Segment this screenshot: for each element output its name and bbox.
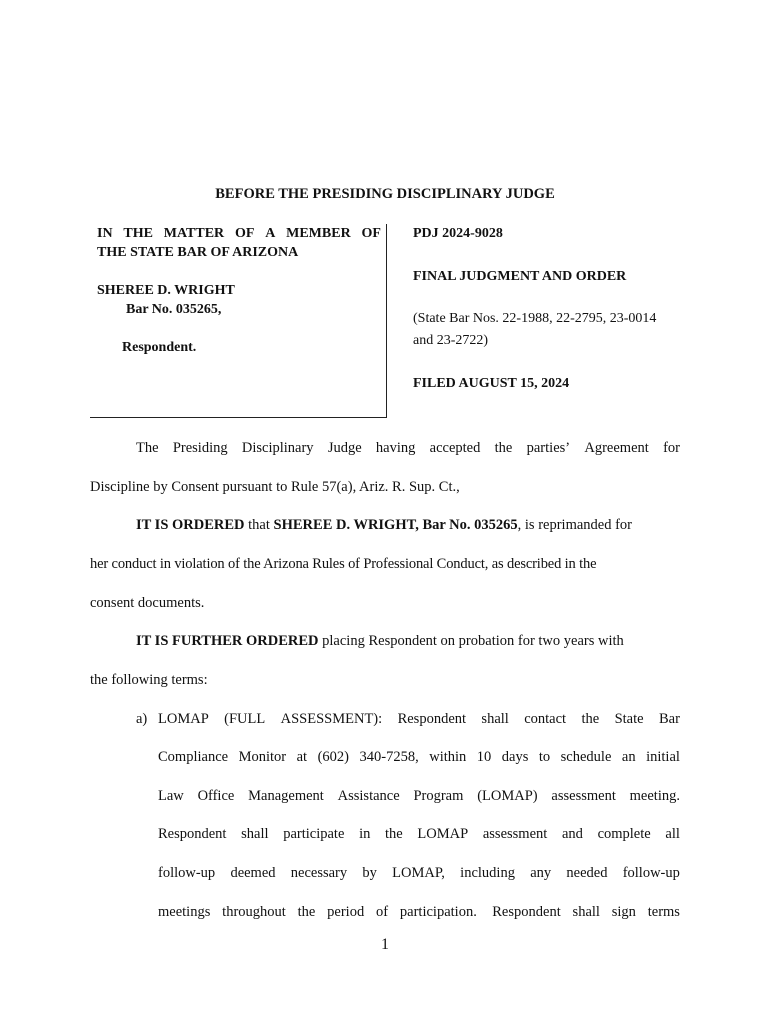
word: Respondent [158, 826, 227, 842]
para1-line2: Discipline by Consent pursuant to Rule 57(a), Ariz. R. Sup. Ct., [90, 479, 460, 495]
word: (FULL [224, 711, 266, 727]
matter-line-1 [97, 224, 381, 243]
item-a-line1 [158, 709, 680, 729]
word: Management [248, 788, 324, 804]
matter-word: THE [123, 226, 153, 241]
item-a-marker: a) [136, 711, 148, 727]
word: LOMAP [158, 711, 209, 727]
word: all [665, 826, 680, 842]
para2-line3: consent documents. [90, 595, 205, 611]
word: Program [413, 788, 464, 804]
word: shall [241, 826, 269, 842]
word: deemed [230, 865, 276, 881]
word: Presiding [172, 440, 228, 456]
word: participation. [399, 904, 477, 920]
word: sign [611, 904, 636, 920]
word: by [362, 865, 377, 881]
case-number: PDJ 2024-9028 [413, 226, 503, 241]
word: Compliance [158, 749, 229, 765]
word: Assistance [337, 788, 400, 804]
respondent-name: SHEREE D. WRIGHT [97, 283, 235, 298]
matter-word: OF [361, 226, 381, 241]
word: necessary [290, 865, 348, 881]
word: assessment [551, 788, 616, 804]
word: at [296, 749, 308, 765]
word: (LOMAP) [477, 788, 538, 804]
word: Law [158, 788, 184, 804]
matter-word: MEMBER [286, 226, 351, 241]
item-a-line2 [158, 747, 680, 767]
word: of [376, 904, 389, 920]
para2-line2: her conduct in violation of the Arizona Rules of Professional Conduct, as described in the [90, 556, 597, 572]
document-title: FINAL JUDGMENT AND ORDER [413, 269, 627, 284]
matter-word: OF [234, 226, 255, 241]
word: within [429, 749, 467, 765]
it-is-ordered: IT IS ORDERED [136, 517, 245, 533]
word: meeting. [629, 788, 680, 804]
matter-line-2: THE STATE BAR OF ARIZONA [97, 245, 299, 260]
text: , is reprimanded for [517, 517, 633, 533]
item-a-line5 [158, 863, 680, 883]
word: Judge [327, 440, 362, 456]
matter-word: IN [97, 226, 113, 241]
word: State [614, 711, 644, 727]
word: (602) [317, 749, 349, 765]
page-number: 1 [381, 936, 389, 953]
word: days [501, 749, 529, 765]
word: participate [283, 826, 345, 842]
caption-horizontal-divider [90, 417, 387, 418]
bar-number: Bar No. 035265, [126, 302, 222, 317]
word: follow-up [158, 865, 216, 881]
word: the [385, 826, 403, 842]
para3-line1 [136, 631, 624, 651]
word: the [297, 904, 316, 920]
word: terms [647, 904, 680, 920]
word: and [561, 826, 583, 842]
it-is-further-ordered: IT IS FURTHER ORDERED [136, 633, 319, 649]
word: Disciplinary [241, 440, 314, 456]
word: complete [597, 826, 651, 842]
word: shall [481, 711, 509, 727]
state-bar-numbers-line-2: and 23-2722) [413, 333, 489, 348]
text: placing Respondent on probation for two years with [318, 633, 624, 649]
caption-vertical-divider [386, 224, 387, 418]
word: accepted [429, 440, 481, 456]
matter-word: A [265, 226, 276, 241]
caption-left-block [97, 224, 381, 357]
word: 10 [476, 749, 492, 765]
word: the [581, 711, 600, 727]
state-bar-numbers-line-1: (State Bar Nos. 22-1988, 22-2795, 23-0014 [413, 311, 657, 326]
item-a-line6 [158, 902, 680, 922]
word: Monitor [238, 749, 287, 765]
para3-line2: the following terms: [90, 672, 208, 688]
word: shall [572, 904, 600, 920]
respondent-name-bar: SHEREE D. WRIGHT, Bar No. 035265 [273, 517, 518, 533]
item-a-line3 [158, 786, 680, 806]
word: Respondent [488, 904, 561, 920]
word: having [375, 440, 416, 456]
word: parties’ [526, 440, 571, 456]
respondent-label: Respondent. [122, 340, 197, 355]
word: Office [197, 788, 235, 804]
word: any [530, 865, 552, 881]
word: needed [566, 865, 608, 881]
filed-date: FILED AUGUST 15, 2024 [413, 376, 570, 391]
word: follow-up [622, 865, 680, 881]
word: period [327, 904, 365, 920]
word: the [494, 440, 513, 456]
item-a-line4 [158, 824, 680, 844]
word: Bar [658, 711, 680, 727]
para2-line1 [136, 515, 680, 535]
court-heading: BEFORE THE PRESIDING DISCIPLINARY JUDGE [215, 186, 555, 202]
word: ASSESSMENT): [280, 711, 383, 727]
word: LOMAP, [392, 865, 445, 881]
word: 340-7258, [359, 749, 419, 765]
word: meetings [158, 904, 211, 920]
word: including [460, 865, 515, 881]
word: Agreement [584, 440, 649, 456]
word: assessment [482, 826, 548, 842]
word: The [136, 440, 159, 456]
word: contact [524, 711, 567, 727]
word: schedule [560, 749, 612, 765]
word: LOMAP [417, 826, 469, 842]
word: for [663, 440, 680, 456]
matter-word: MATTER [163, 226, 225, 241]
word: an [621, 749, 636, 765]
word: in [359, 826, 371, 842]
word: to [538, 749, 551, 765]
word: initial [646, 749, 680, 765]
word: throughout [222, 904, 286, 920]
para1-line1 [136, 438, 680, 458]
text: that [244, 517, 274, 533]
word: Respondent [397, 711, 467, 727]
